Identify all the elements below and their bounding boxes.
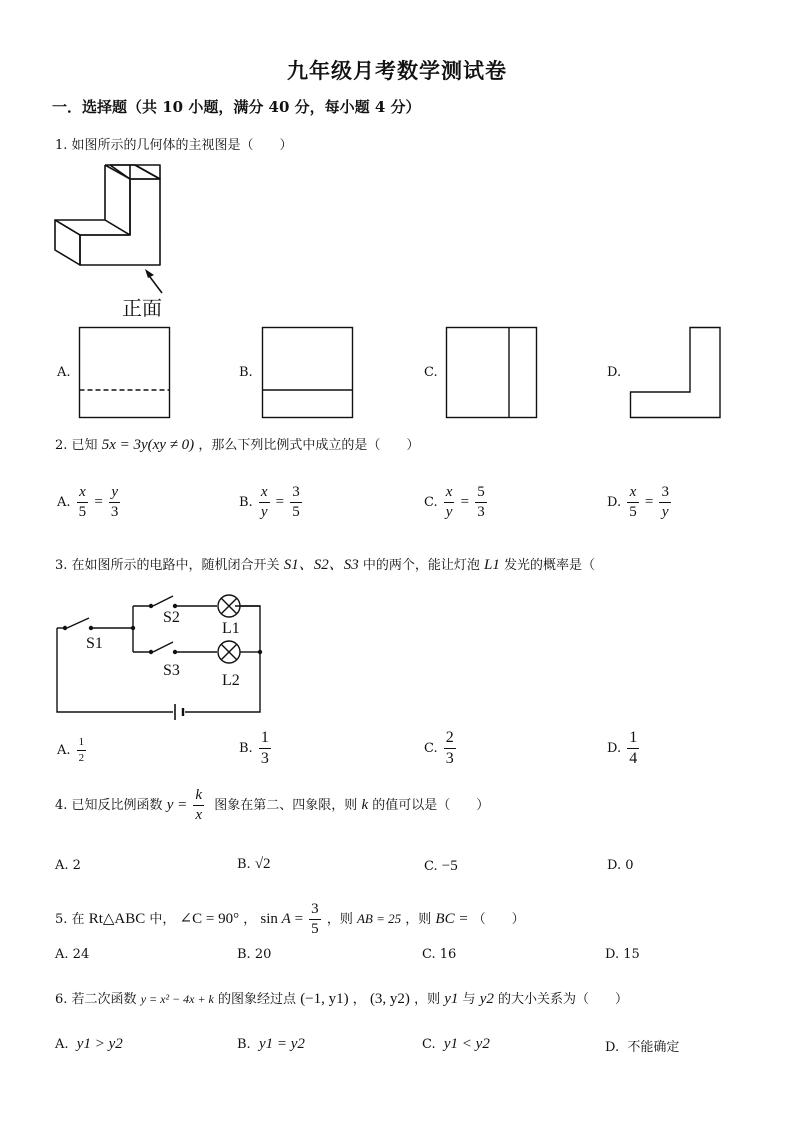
q2-a-frac2: $\frac{y}{3}$ (110, 484, 119, 520)
q3-option-a (57, 737, 88, 764)
q2-c-frac2: $\frac{5}{3}$ (477, 484, 485, 520)
q5-stem: 5. 在 Rt△ABC 中， ∠C = 90° ， sin A = $\frac{3}{5}$ ，则 AB = 25 ，则 BC = （ ） (55, 901, 525, 937)
q5-bc: BC = (435, 911, 469, 927)
q2-b-frac2: $\frac{3}{5}$ (292, 484, 300, 520)
q5-sine-frac: $\frac{3}{5}$ (311, 901, 319, 937)
q3-stem-part1: 3. 在如图所示的电路中，随机闭合开关 (55, 558, 280, 573)
q6-option-a-label: A. (55, 1037, 69, 1052)
q4-option-d (607, 858, 634, 873)
switch-s1 (67, 618, 89, 628)
q1-option-c-label: C. (424, 365, 438, 380)
q4-frac: $\frac{k}{x}$ (195, 787, 203, 823)
q6-option-b-value: y1 = y2 (258, 1036, 305, 1052)
q3-c-frac: $\frac{2}{3}$ (445, 729, 454, 767)
q6-option-c-value: y1 < y2 (443, 1036, 490, 1052)
q3-option-a-label: A. (57, 743, 71, 758)
q6-stem (55, 988, 628, 1008)
q6-prefix: 6. 若二次函数 (55, 992, 137, 1007)
q3-stem-part2: 中的两个，能让灯泡 (362, 558, 480, 573)
q5-option-c-value: 16 (439, 947, 457, 962)
q5-option-c-label: C. (422, 947, 436, 962)
q1-option-d-figure (630, 327, 722, 419)
q1-option-b-label: B. (239, 365, 253, 380)
switch-s2 (153, 596, 173, 606)
q4-option-a-label: A. (55, 858, 69, 873)
q4-option-d-label: D. (607, 858, 622, 873)
q6-mid2: ，则 (414, 992, 441, 1007)
q2-option-b: B. $\frac{x}{y}$ = $\frac{3}{5}$ (239, 484, 300, 520)
q3-stem-part3: 发光的概率是（ (503, 558, 595, 573)
q5-option-d-value: 15 (623, 947, 640, 962)
q4-suffix: 的值可以是（ ） (372, 798, 490, 813)
q6-option-a (55, 1036, 123, 1053)
q5-option-b (237, 947, 271, 962)
q6-option-d-label: D. (605, 1040, 620, 1055)
q3-d-frac: $\frac{1}{4}$ (629, 729, 638, 767)
q6-point2: (3, y2) (369, 991, 410, 1007)
q5-ab: AB = 25 (356, 911, 402, 926)
q3-option-b-label: B. (239, 741, 253, 756)
q2-option-c-label: C. (424, 495, 438, 510)
q1-option-a-figure (79, 327, 171, 419)
q1-option-c-figure (446, 327, 538, 419)
q3-stem (55, 553, 595, 574)
q3-option-d (607, 730, 641, 767)
q2-a-frac1: $\frac{x}{5}$ (78, 484, 87, 520)
q6-option-c-label: C. (422, 1037, 436, 1052)
q3-option-c-label: C. (424, 741, 438, 756)
q2-prefix: 2. 已知 (55, 438, 98, 453)
switch-s3 (153, 642, 173, 652)
q5-option-d-label: D. (605, 947, 620, 962)
q6-suffix: 的大小关系为（ ） (498, 992, 629, 1007)
q4-stem: 4. 已知反比例函数 y = $\frac{k}{x}$ 图象在第二、四象限，则 k 的值可以是（ ） (55, 787, 490, 823)
q6-option-a-value: y1 > y2 (76, 1036, 123, 1052)
q4-option-c-label: C. (424, 859, 438, 874)
q6-y2: y2 (479, 991, 494, 1007)
q5-mid1: 中， (149, 912, 176, 927)
q4-var: k (361, 797, 369, 813)
q2-c-frac1: $\frac{x}{y}$ (445, 484, 453, 520)
q6-option-d-value: 不能确定 (627, 1040, 680, 1055)
solid-side-short (55, 220, 80, 265)
q1-stem: 1. 如图所示的几何体的主视图是（ ） (55, 138, 293, 153)
q3-option-b (239, 730, 273, 767)
q5-option-a-value: 24 (72, 947, 90, 962)
q5-mid2: ， (243, 912, 257, 927)
q3-label-s3: S3 (163, 662, 180, 679)
q2-option-a-label: A. (57, 495, 71, 510)
q5-mid4: ，则 (405, 912, 432, 927)
q1-option-b-figure (262, 327, 354, 419)
q2-suffix: ，那么下列比例式中成立的是（ ） (198, 438, 420, 453)
q4-option-a (55, 858, 81, 873)
q1-option-a-label: A. (57, 365, 71, 380)
q5-option-a (55, 947, 89, 962)
q3-label-s2: S2 (163, 609, 180, 626)
q6-option-b (237, 1036, 305, 1053)
q5-angle: ∠C = 90° (179, 911, 240, 927)
q6-option-d (605, 1036, 679, 1055)
q4-option-b (237, 856, 271, 873)
q5-option-b-label: B. (237, 947, 251, 962)
q5-option-a-label: A. (55, 947, 69, 962)
q3-label-s1: S1 (86, 635, 103, 652)
q4-option-d-value: 0 (625, 858, 634, 873)
q5-option-c (422, 947, 456, 962)
q6-mid: 的图象经过点 (218, 992, 297, 1007)
page-title: 九年级月考数学测试卷 (287, 58, 507, 83)
q6-point1: (−1, y1) (300, 991, 349, 1007)
q5-triangle: Rt△ABC (88, 911, 146, 927)
q2-option-a: A. $\frac{x}{5}$ = $\frac{y}{3}$ (57, 484, 119, 520)
q6-function: y = x² − 4x + k (140, 992, 214, 1006)
q2-option-d-label: D. (607, 495, 622, 510)
q6-sep: ， (352, 992, 366, 1007)
q3-switches: S1、S2、S3 (283, 557, 359, 573)
q3-label-l2: L2 (222, 672, 240, 689)
q3-b-frac: $\frac{1}{3}$ (260, 729, 269, 767)
q4-option-c (424, 858, 458, 875)
solid-front-face (80, 165, 160, 265)
q6-option-b-label: B. (237, 1037, 251, 1052)
q5-mid3: ，则 (326, 912, 353, 927)
q3-option-c (424, 730, 458, 767)
q2-stem (55, 434, 419, 454)
q2-option-b-label: B. (239, 495, 253, 510)
q2-given: 5x = 3y(xy ≠ 0) (101, 437, 195, 453)
q4-option-a-value: 2 (72, 858, 81, 873)
q3-option-d-label: D. (607, 741, 622, 756)
q5-prefix: 5. 在 (55, 912, 85, 927)
q2-option-c: C. $\frac{x}{y}$ = $\frac{5}{3}$ (424, 484, 485, 520)
q3-a-frac: $\frac{1}{2}$ (78, 736, 85, 764)
section-heading: 一．选择题（共 10 小题，满分 40 分，每小题 4 分） (52, 98, 421, 116)
q4-prefix: 4. 已知反比例函数 (55, 798, 163, 813)
q5-end: （ ） (472, 912, 525, 927)
q5-option-d (605, 947, 640, 962)
q6-with: 与 (462, 992, 476, 1007)
q1-front-label: 正面 (122, 296, 162, 320)
q2-option-d: D. $\frac{x}{5}$ = $\frac{3}{y}$ (607, 484, 669, 520)
q6-option-c (422, 1036, 490, 1053)
q4-option-c-value: −5 (441, 858, 458, 874)
q3-label-l1: L1 (222, 620, 240, 637)
q4-option-b-value: √2 (254, 856, 271, 872)
q4-middle: 图象在第二、四象限，则 (214, 798, 358, 813)
q2-d-frac1: $\frac{x}{5}$ (629, 484, 637, 520)
q4-option-b-label: B. (237, 857, 251, 872)
q6-y1: y1 (444, 991, 459, 1007)
q1-option-d-label: D. (607, 365, 622, 380)
q5-option-b-value: 20 (254, 947, 272, 962)
q2-d-frac2: $\frac{3}{y}$ (661, 484, 669, 520)
q3-bulb: L1 (484, 557, 500, 573)
q2-b-frac1: $\frac{x}{y}$ (260, 484, 268, 520)
